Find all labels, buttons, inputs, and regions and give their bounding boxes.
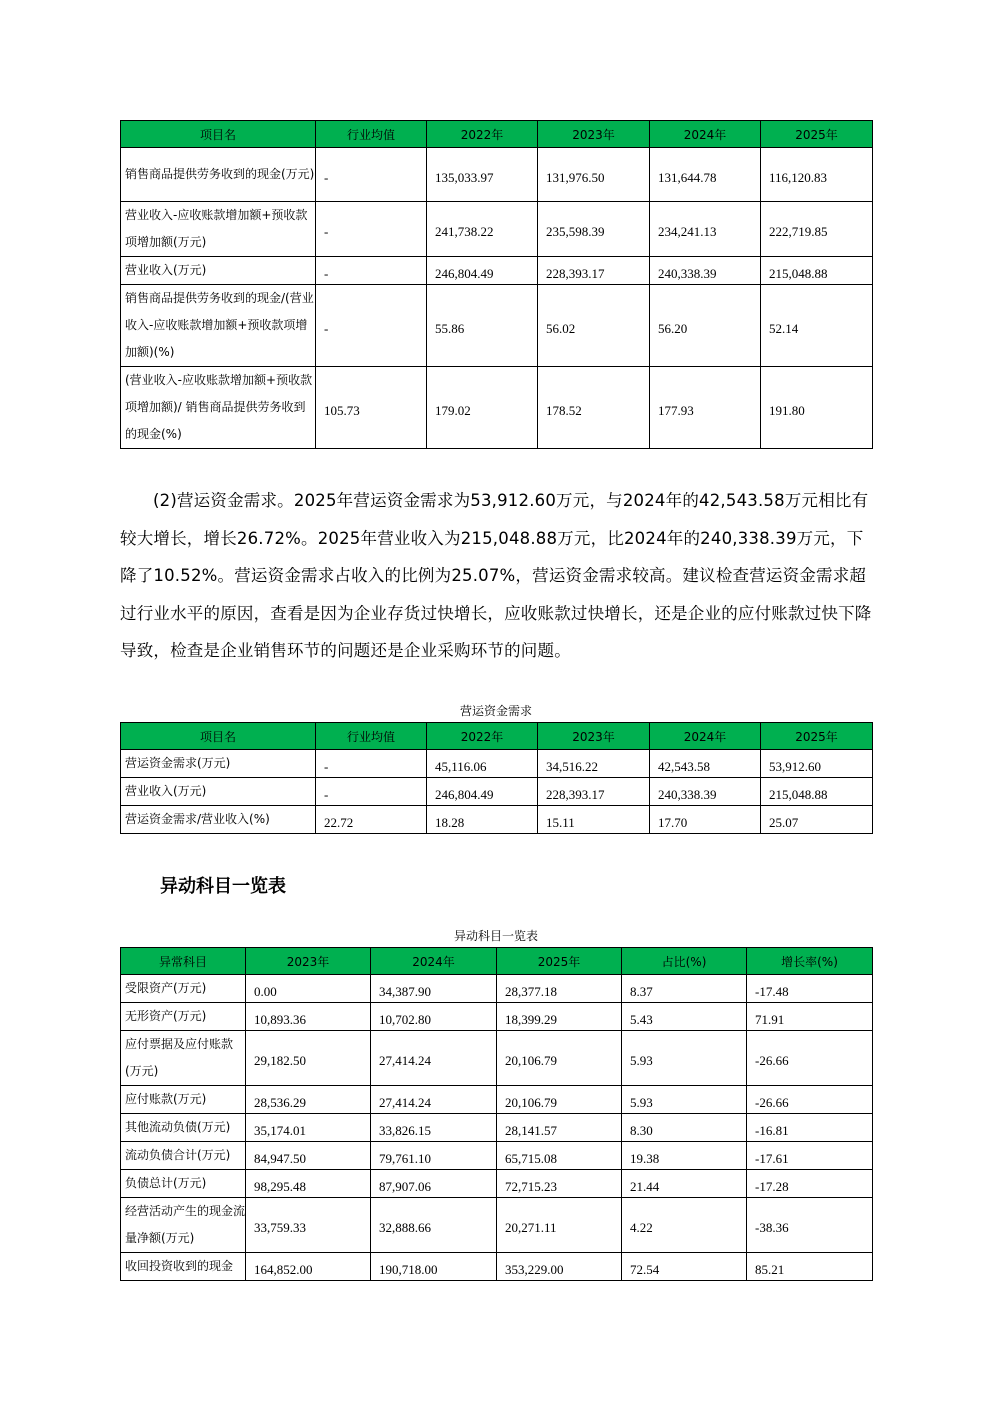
row-label: 应付票据及应付账款(万元) [121, 1031, 246, 1086]
table-cell: 131,976.50 [538, 148, 650, 202]
table-cell: 22.72 [316, 806, 427, 834]
section-heading: 异动科目一览表 [160, 876, 286, 897]
table-row [121, 1031, 873, 1086]
table-cell: - [316, 202, 427, 257]
row-label: 销售商品提供劳务收到的现金/(营业收入-应收账款增加额+预收款项增加额)(%) [121, 285, 316, 367]
working-capital-paragraph [120, 482, 872, 670]
column-header: 行业均值 [316, 121, 427, 148]
column-header: 2022年 [427, 723, 538, 750]
column-header: 增长率(%) [747, 948, 873, 975]
table-cell: 353,229.00 [497, 1253, 622, 1281]
table-caption: 异动科目一览表 [453, 929, 538, 943]
table-row [121, 1003, 873, 1031]
table-row [121, 806, 873, 834]
column-header: 2023年 [538, 121, 650, 148]
table-cell: 234,241.13 [650, 202, 761, 257]
table-cell: 191.80 [761, 367, 873, 449]
row-label: (营业收入-应收账款增加额+预收款项增加额)/ 销售商品提供劳务收到的现金(%) [121, 367, 316, 449]
table-cell: 5.43 [622, 1003, 747, 1031]
table-cell: -17.28 [747, 1170, 873, 1198]
table-cell: 25.07 [761, 806, 873, 834]
paragraph-text: (2)营运资金需求。2025年营运资金需求为53,912.60万元，与2024年的42,543.58万元相比有较大增长，增长26.72%。2025年营业收入为215,048.88万元，比2024年的240,338.39万元，下降了10.52%。营运资金需求占收入的比例为25.07%，营运资金需求较高。建议检查营运资金需求超过行业水平的原因，查看是因为企业存货过快增长，应收账款过快增长，还是企业的应付账款过快下降导致，检查是企业销售环节的问题还是企业采购环节的问题。 [120, 491, 872, 660]
table-cell: 8.37 [622, 975, 747, 1003]
table-cell: 222,719.85 [761, 202, 873, 257]
table-cell: 5.93 [622, 1086, 747, 1114]
table-row [121, 1114, 873, 1142]
table-cell: 15.11 [538, 806, 650, 834]
table-cell: - [316, 257, 427, 285]
row-label: 其他流动负债(万元) [121, 1114, 246, 1142]
table-cell: 27,414.24 [371, 1086, 497, 1114]
table-cell: 178.52 [538, 367, 650, 449]
table-cell: 116,120.83 [761, 148, 873, 202]
table-cell: 33,759.33 [246, 1198, 371, 1253]
table-cell: 72,715.23 [497, 1170, 622, 1198]
column-header: 项目名 [121, 121, 316, 148]
row-label: 营运资金需求/营业收入(%) [121, 806, 316, 834]
column-header: 2023年 [538, 723, 650, 750]
table-row [121, 257, 873, 285]
table-row [121, 202, 873, 257]
table-cell: 241,738.22 [427, 202, 538, 257]
table-cell: -17.48 [747, 975, 873, 1003]
table-cell: 240,338.39 [650, 257, 761, 285]
table-cell: 20,271.11 [497, 1198, 622, 1253]
row-label: 流动负债合计(万元) [121, 1142, 246, 1170]
column-header: 占比(%) [622, 948, 747, 975]
table-cell: - [316, 148, 427, 202]
column-header: 2023年 [246, 948, 371, 975]
table-row [121, 1170, 873, 1198]
table-cell: 84,947.50 [246, 1142, 371, 1170]
table-cell: 27,414.24 [371, 1031, 497, 1086]
table-cell: 215,048.88 [761, 778, 873, 806]
column-header: 2024年 [650, 121, 761, 148]
table-cell: 246,804.49 [427, 257, 538, 285]
table-cell: 235,598.39 [538, 202, 650, 257]
table-cell: 20,106.79 [497, 1031, 622, 1086]
table-cell: 79,761.10 [371, 1142, 497, 1170]
table-cell: 35,174.01 [246, 1114, 371, 1142]
table-caption: 营运资金需求 [459, 704, 532, 718]
table-cell: -17.61 [747, 1142, 873, 1170]
table-cell: 240,338.39 [650, 778, 761, 806]
table-cell: 228,393.17 [538, 257, 650, 285]
table-cell: 45,116.06 [427, 750, 538, 778]
table-cell: 65,715.08 [497, 1142, 622, 1170]
table-cell: -26.66 [747, 1086, 873, 1114]
column-header: 2025年 [761, 121, 873, 148]
table-cell: 34,387.90 [371, 975, 497, 1003]
table-cell: 10,893.36 [246, 1003, 371, 1031]
row-label: 营业收入-应收账款增加额+预收款项增加额(万元) [121, 202, 316, 257]
table-cell: 87,907.06 [371, 1170, 497, 1198]
column-header: 2024年 [371, 948, 497, 975]
table-header-row [121, 121, 873, 148]
table-cell: 19.38 [622, 1142, 747, 1170]
table-cell: 98,295.48 [246, 1170, 371, 1198]
table-cell: 42,543.58 [650, 750, 761, 778]
table-cell: 29,182.50 [246, 1031, 371, 1086]
table-cell: 190,718.00 [371, 1253, 497, 1281]
table-row [121, 750, 873, 778]
table-cell: -38.36 [747, 1198, 873, 1253]
working-capital-table [120, 722, 873, 834]
column-header: 2025年 [497, 948, 622, 975]
table-cell: 20,106.79 [497, 1086, 622, 1114]
cash-ratio-table [120, 120, 873, 449]
table-cell: 28,377.18 [497, 975, 622, 1003]
table-cell: 177.93 [650, 367, 761, 449]
column-header: 项目名 [121, 723, 316, 750]
table-cell: 21.44 [622, 1170, 747, 1198]
table-row [121, 1142, 873, 1170]
column-header: 2024年 [650, 723, 761, 750]
table-cell: 56.02 [538, 285, 650, 367]
table-cell: 164,852.00 [246, 1253, 371, 1281]
table-row [121, 1253, 873, 1281]
table-cell: -26.66 [747, 1031, 873, 1086]
table-cell: 17.70 [650, 806, 761, 834]
table-cell: 179.02 [427, 367, 538, 449]
table-cell: 215,048.88 [761, 257, 873, 285]
table-row [121, 778, 873, 806]
row-label: 负债总计(万元) [121, 1170, 246, 1198]
table-row [121, 975, 873, 1003]
table-cell: - [316, 750, 427, 778]
table-cell: 28,536.29 [246, 1086, 371, 1114]
table-row [121, 148, 873, 202]
table-cell: 4.22 [622, 1198, 747, 1253]
row-label: 应付账款(万元) [121, 1086, 246, 1114]
row-label: 经营活动产生的现金流量净额(万元) [121, 1198, 246, 1253]
table-cell: 56.20 [650, 285, 761, 367]
table-cell: 32,888.66 [371, 1198, 497, 1253]
table-cell: 18.28 [427, 806, 538, 834]
row-label: 营运资金需求(万元) [121, 750, 316, 778]
column-header: 行业均值 [316, 723, 427, 750]
table-cell: - [316, 778, 427, 806]
row-label: 无形资产(万元) [121, 1003, 246, 1031]
abnormal-items-table [120, 947, 873, 1281]
table-cell: 246,804.49 [427, 778, 538, 806]
column-header: 2025年 [761, 723, 873, 750]
table-cell: 0.00 [246, 975, 371, 1003]
table-cell: 228,393.17 [538, 778, 650, 806]
column-header: 异常科目 [121, 948, 246, 975]
table-cell: 10,702.80 [371, 1003, 497, 1031]
table-cell: 18,399.29 [497, 1003, 622, 1031]
table-cell: 28,141.57 [497, 1114, 622, 1142]
table-cell: 72.54 [622, 1253, 747, 1281]
table-row [121, 1198, 873, 1253]
table-header-row [121, 948, 873, 975]
row-label: 营业收入(万元) [121, 778, 316, 806]
table-cell: 135,033.97 [427, 148, 538, 202]
table-cell: 85.21 [747, 1253, 873, 1281]
table-cell: 71.91 [747, 1003, 873, 1031]
table-cell: 131,644.78 [650, 148, 761, 202]
table-row [121, 1086, 873, 1114]
table-cell: 5.93 [622, 1031, 747, 1086]
table-cell: - [316, 285, 427, 367]
table-cell: 55.86 [427, 285, 538, 367]
row-label: 收回投资收到的现金 [121, 1253, 246, 1281]
row-label: 受限资产(万元) [121, 975, 246, 1003]
table-cell: 52.14 [761, 285, 873, 367]
row-label: 销售商品提供劳务收到的现金(万元) [121, 148, 316, 202]
table-cell: 34,516.22 [538, 750, 650, 778]
table-cell: 8.30 [622, 1114, 747, 1142]
table-row [121, 285, 873, 367]
table-row [121, 367, 873, 449]
table-cell: 53,912.60 [761, 750, 873, 778]
table-cell: 33,826.15 [371, 1114, 497, 1142]
table-cell: -16.81 [747, 1114, 873, 1142]
table-header-row [121, 723, 873, 750]
table-cell: 105.73 [316, 367, 427, 449]
column-header: 2022年 [427, 121, 538, 148]
row-label: 营业收入(万元) [121, 257, 316, 285]
